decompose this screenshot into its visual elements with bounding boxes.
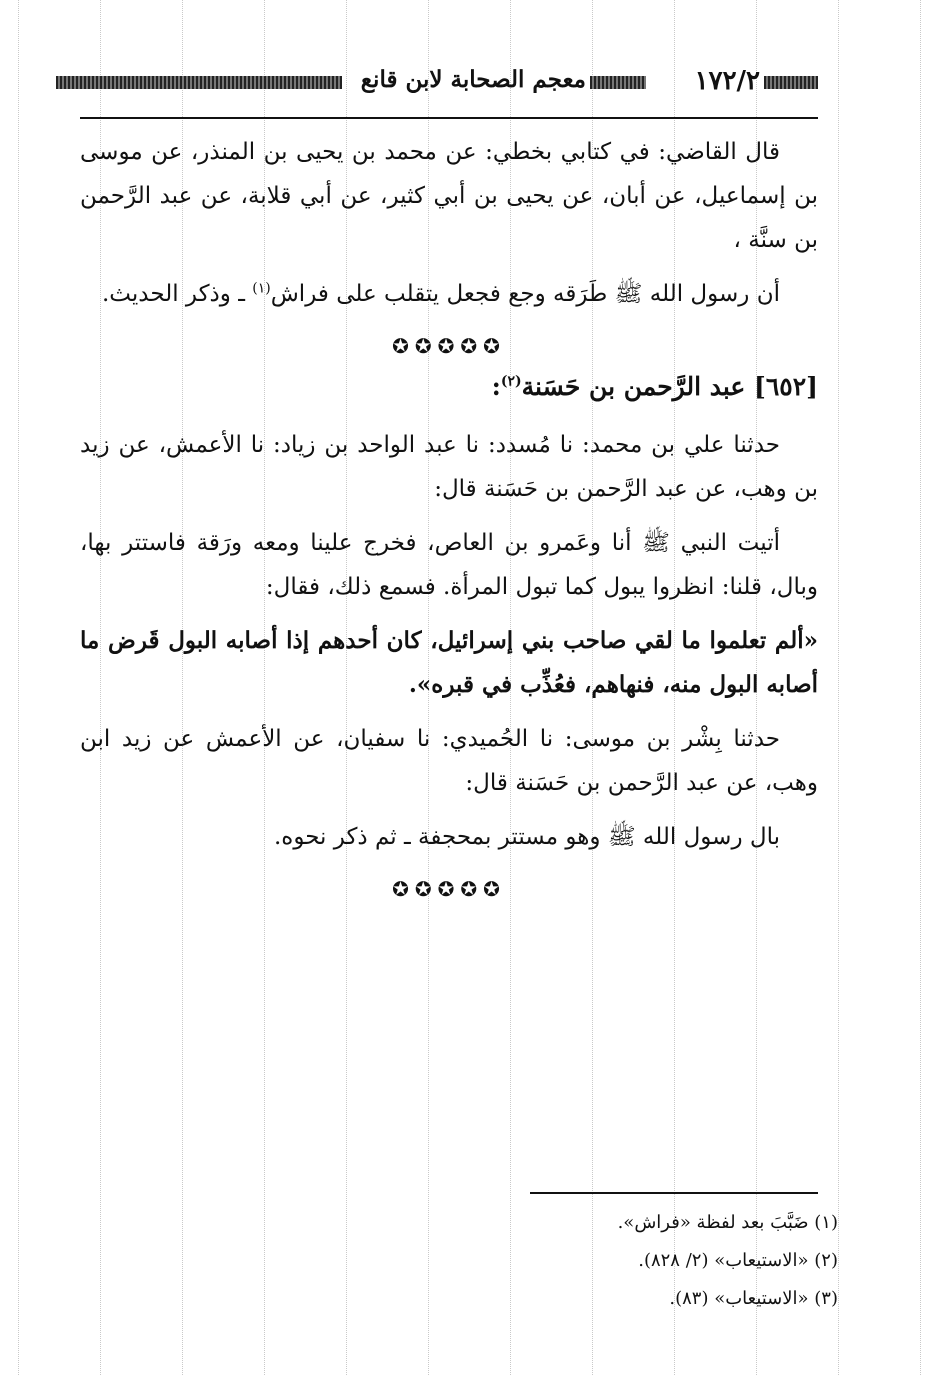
paragraph-chain-3: حدثنا بِشْر بن موسى: نا الحُميدي: نا سفيان، عن الأعمش عن زيد ابن وهب، عن عبد الرَّحمن بن حَسَنة قال: bbox=[80, 726, 818, 796]
footnote-rule bbox=[530, 1192, 818, 1194]
footnote-2: (٢) «الاستيعاب» (٢/ ٨٢٨). bbox=[638, 1250, 838, 1271]
entry-heading-text: [٦٥٢] عبد الرَّحمن بن حَسَنة bbox=[521, 372, 818, 401]
paragraph-chain-2: حدثنا علي بن محمد: نا مُسدد: نا عبد الواحد بن زياد: نا الأعمش، عن زيد بن وهب، عن عبد الرَّحمن بن حَسَنة قال: bbox=[80, 432, 818, 502]
scan-guide-line bbox=[920, 0, 921, 1375]
footnote-ref-1: (١) bbox=[252, 280, 271, 297]
paragraph-hadith-2: أتيت النبي ﷺ أنا وعَمرو بن العاص، فخرج علينا ومعه ورَقة فاستتر بها، وبال، قلنا: انظروا يبول كما تبول المرأة. فسمع ذلك، فقال: bbox=[80, 530, 818, 600]
scan-guide-line bbox=[18, 0, 19, 1375]
running-header bbox=[80, 60, 818, 100]
footnote-3: (٣) «الاستيعاب» (٨٣). bbox=[669, 1288, 838, 1309]
paragraph-hadith-1 bbox=[80, 272, 818, 316]
paragraph-quote: «ألم تعلموا ما لقي صاحب بني إسرائيل، كان أحدهم إذا أصابه البول قَرض ما أصابه البول منه، فنهاهم، فعُذِّب في قبره». bbox=[80, 627, 818, 698]
footnote-ref-2: (٢) bbox=[500, 373, 522, 390]
entry-heading bbox=[80, 372, 818, 401]
header-rule bbox=[80, 117, 818, 119]
page-number: ١٧٢/٢ bbox=[694, 66, 760, 96]
hadith-1-text: أن رسول الله ﷺ طَرَقه وجع فجعل يتقلب على فراش bbox=[270, 281, 780, 307]
section-separator: ✪✪✪✪✪ bbox=[392, 877, 506, 901]
entry-heading-colon: : bbox=[491, 372, 501, 401]
hadith-1-rest: ـ وذكر الحديث. bbox=[101, 281, 253, 307]
paragraph-chain-1: قال القاضي: في كتابي بخطي: عن محمد بن يحيى بن المنذر، عن موسى بن إسماعيل، عن أبان، عن يحيى بن أبي كثير، عن أبي قلابة، عن عبد الرَّحمن بن سنَّة ، bbox=[80, 139, 818, 253]
paragraph-hadith-3: بال رسول الله ﷺ وهو مستتر بمحجفة ـ ثم ذكر نحوه. bbox=[273, 824, 780, 850]
header-ornament-bar bbox=[56, 76, 342, 89]
footnotes bbox=[500, 1204, 838, 1318]
header-ornament-bar bbox=[764, 76, 818, 89]
main-text bbox=[80, 130, 818, 915]
page-header bbox=[80, 60, 818, 100]
section-separator: ✪✪✪✪✪ bbox=[392, 334, 506, 358]
scan-guide-line bbox=[838, 0, 839, 1375]
footnote-1: (١) ضَبَّبَ بعد لفظة «فراش». bbox=[617, 1212, 838, 1233]
header-ornament-bar bbox=[590, 76, 646, 89]
book-title: معجم الصحابة لابن قانع bbox=[360, 66, 586, 93]
